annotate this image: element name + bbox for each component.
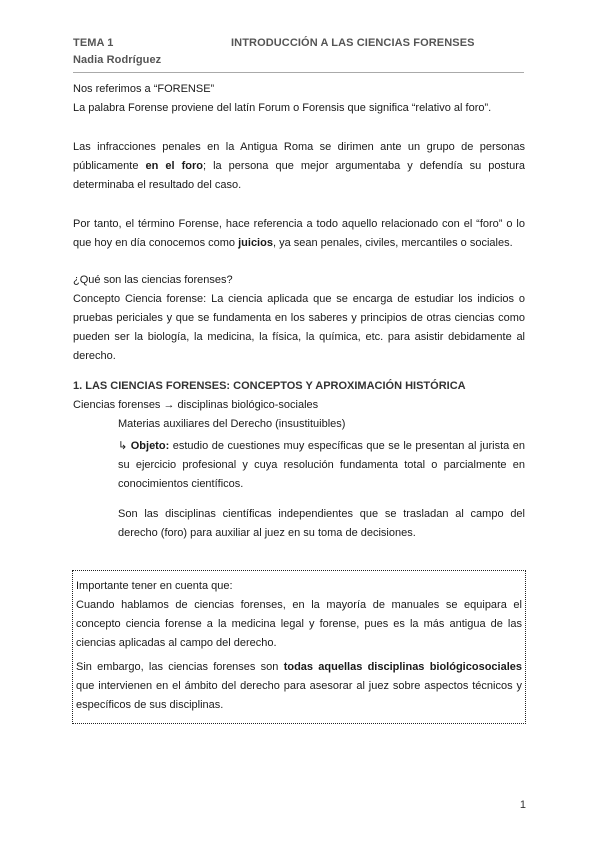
question-line: ¿Qué son las ciencias forenses? [73,274,233,286]
header-divider [73,72,524,73]
intro-line-2: La palabra Forense proviene del latín Forum o Forensis que significa “relativo al foro”. [73,102,492,114]
tanto-paragraph [73,215,525,253]
header-author: Nadia Rodríguez [73,54,162,66]
objeto-label: Objeto: [130,440,170,452]
box-paragraph-1: Cuando hablamos de ciencias forenses, en la mayoría de manuales se equipara el concepto ciencia forense a la medicina legal y forense, pues es la más antigua de las ciencias aplicadas al campo del derecho. [76,599,522,649]
page-number: 1 [519,799,526,811]
header-title: INTRODUCCIÓN A LAS CIENCIAS FORENSES [231,37,475,49]
objeto-text: estudio de cuestiones muy específicas que se le presentan al jurista en su ejercicio profesional y cuya resolución fundamenta total o parcialmente en conocimientos científicos. [118,440,526,490]
tanto-bold: juicios [238,237,273,249]
header-tema: TEMA 1 [73,37,114,49]
box-p2-bold: todas aquellas disciplinas biológicosociales [283,661,522,673]
objeto-arrow: ↳ [118,440,131,452]
disciplinas-paragraph: Son las disciplinas científicas independientes que se trasladan al campo del derecho (foro) para auxiliar al juez en su toma de decisiones. [118,508,525,539]
concept-paragraph: Concepto Ciencia forense: La ciencia aplicada que se encarga de estudiar los indicios o pruebas periciales y que se fundamenta en los saberes y principios de otras ciencias como pueden ser la biología, la medicina, la física, la química, etc. para asistir debidamente al derecho. [73,293,525,362]
tanto-text-b: , ya sean penales, civiles, mercantiles o sociales. [272,237,513,249]
document-body [73,80,525,543]
section-line-2: Materias auxiliares del Derecho (insustituibles) [118,418,346,430]
important-box [72,570,526,724]
tanto-text-a: Por tanto, el término Forense, hace referencia a todo aquello relacionado con el “foro” o lo que hoy en día conocemos como [73,218,525,249]
box-title: Importante tener en cuenta que: [76,580,233,592]
objeto-paragraph [73,437,525,494]
section-line-1: Ciencias forenses → disciplinas biológico-sociales [73,399,319,411]
box-p2-text-b: que intervienen en el ámbito del derecho para asesorar al juez sobre aspectos técnicos y específicos de sus disciplinas. [76,680,522,711]
roma-bold: en el foro [145,160,203,172]
roma-text-b: ; la persona que mejor argumentaba y defendía su postura determinaba el resultado del caso. [73,160,525,191]
section-heading: 1. LAS CIENCIAS FORENSES: CONCEPTOS Y APROXIMACIÓN HISTÓRICA [73,380,466,392]
box-p2-text-a: Sin embargo, las ciencias forenses son [76,661,284,673]
roma-text-a: Las infracciones penales en la Antigua Roma se dirimen ante un grupo de personas públicamente [73,141,525,172]
roma-paragraph [73,138,525,195]
intro-line-1: Nos referimos a “FORENSE” [73,83,215,95]
box-paragraph-2 [76,658,522,715]
